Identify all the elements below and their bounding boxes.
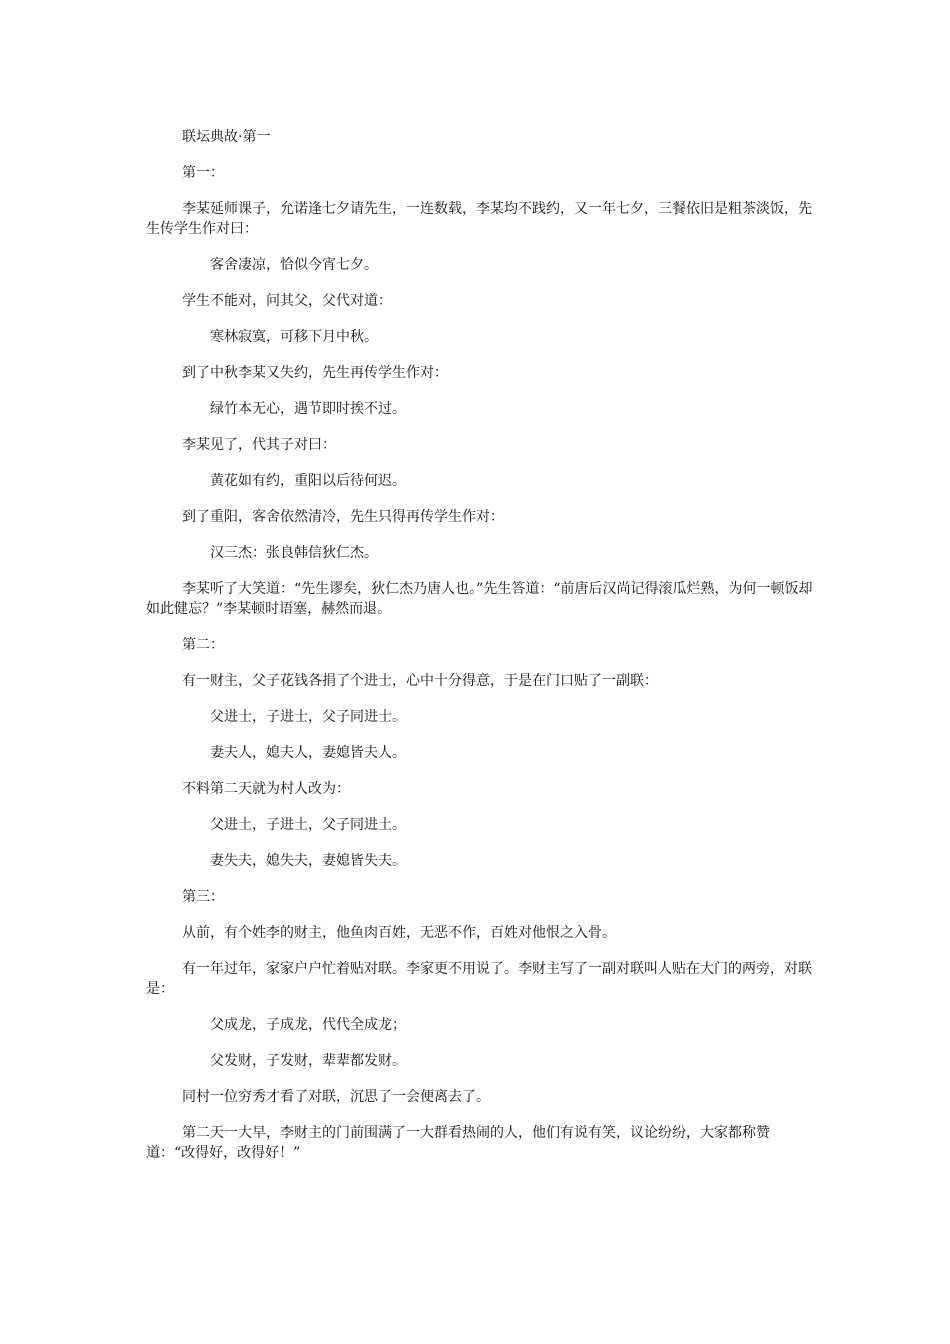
couplet-line: 黄花如有约，重阳以后待何迟。	[210, 473, 406, 489]
couplet-line: 父进土，子进土，父子同进土。	[210, 817, 406, 833]
couplet-line: 客舍凄凉，恰似今宵七夕。	[210, 257, 378, 273]
couplet-line: 父成龙，子成龙，代代全成龙；	[210, 1017, 406, 1033]
paragraph: 李某听了大笑道：“先生谬矣，狄仁杰乃唐人也。”先生答道：“前唐后汉尚记得滚瓜烂熟，为何一顿饭却如此健忘？”李某顿时语塞，赫然而退。	[146, 581, 813, 617]
paragraph: 第三：	[182, 889, 224, 905]
paragraph: 李某延师课子，允诺逢七夕请先生，一连数载，李某均不践约，又一年七夕，三餐依旧是粗茶淡饭，先生传学生作对曰：	[146, 201, 812, 237]
paragraph: 不料第二天就为村人改为：	[182, 781, 350, 797]
paragraph: 到了中秋李某又失约，先生再传学生作对：	[182, 365, 448, 381]
paragraph: 有一财主，父子花钱各捐了个进士，心中十分得意，于是在门口贴了一副联：	[182, 673, 658, 689]
paragraph: 有一年过年，家家户户忙着贴对联。李家更不用说了。李财主写了一副对联叫人贴在大门的两旁，对联是：	[146, 961, 812, 997]
paragraph: 从前，有个姓李的财主，他鱼肉百姓，无恶不作，百姓对他恨之入骨。	[182, 925, 616, 941]
document-blocks	[146, 163, 816, 1163]
document-body	[146, 127, 816, 1179]
couplet-line: 妻失夫，媳失夫，妻媳皆失夫。	[210, 853, 406, 869]
paragraph: 李某见了，代其子对曰：	[182, 437, 336, 453]
paragraph: 同村一位穷秀才看了对联，沉思了一会便离去了。	[182, 1089, 490, 1105]
couplet-line: 妻夫人，媳夫人，妻媳皆夫人。	[210, 745, 406, 761]
couplet-line: 父发财，子发财，辈辈都发财。	[210, 1053, 406, 1069]
couplet-line: 汉三杰：张良韩信狄仁杰。	[210, 545, 378, 561]
paragraph: 第一：	[182, 165, 224, 181]
paragraph: 第二天一大早，李财主的门前围满了一大群看热闹的人，他们有说有笑，议论纷纷，大家都称赞道：“改得好，改得好！”	[146, 1125, 770, 1161]
paragraph: 到了重阳，客舍依然清冷，先生只得再传学生作对：	[182, 509, 504, 525]
paragraph: 第二：	[182, 637, 224, 653]
document-title: 联坛典故·第一	[182, 129, 271, 145]
couplet-line: 寒林寂寞，可移下月中秋。	[210, 329, 378, 345]
couplet-line: 绿竹本无心，遇节即时挨不过。	[210, 401, 406, 417]
couplet-line: 父进士，子进士，父子同进士。	[210, 709, 406, 725]
paragraph: 学生不能对，问其父，父代对道：	[182, 293, 392, 309]
